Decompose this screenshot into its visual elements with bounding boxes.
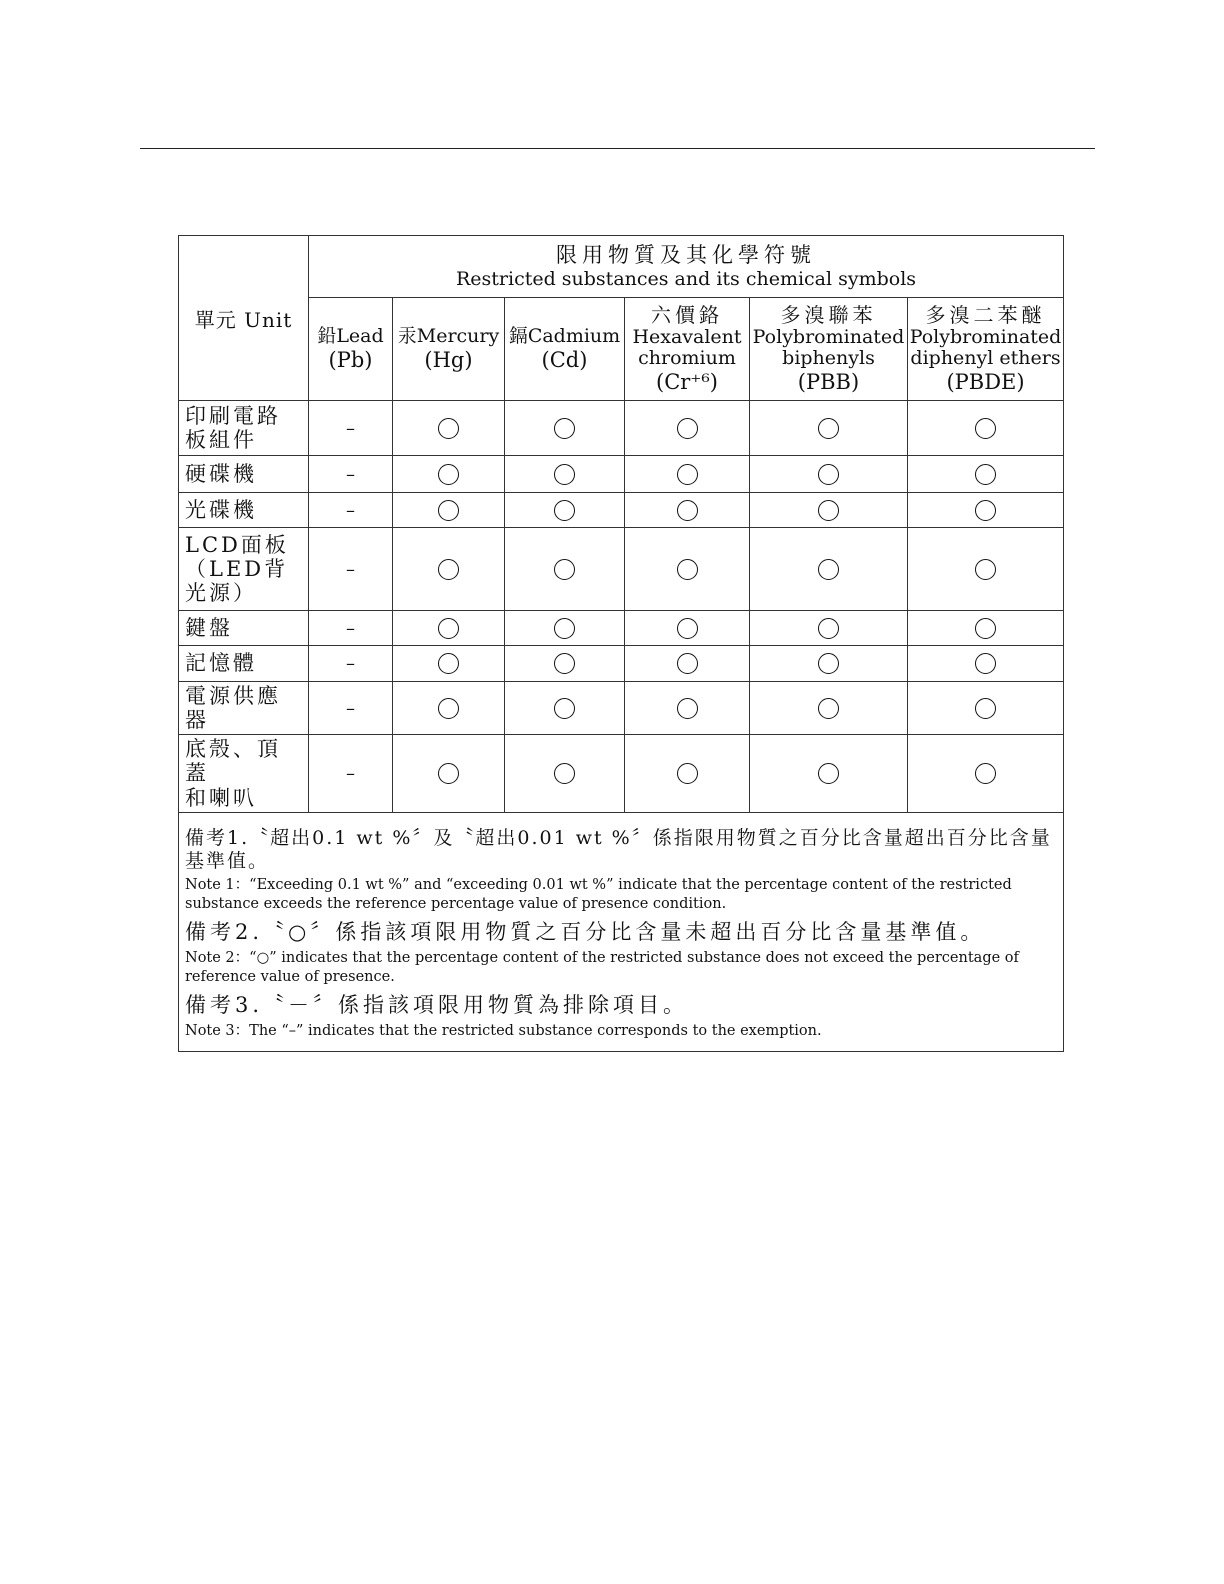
dash-mark: – — [346, 653, 355, 674]
restricted-substances-table — [178, 235, 1064, 1052]
col-cadmium: 鎘Cadmium (Cd) — [505, 298, 625, 401]
row-label: 電源供應器 — [179, 682, 309, 735]
circle-mark — [818, 559, 839, 580]
circle-mark — [554, 464, 575, 485]
group-title-zh: 限用物質及其化學符號 — [556, 242, 817, 267]
circle-mark — [677, 559, 698, 580]
circle-mark — [975, 500, 996, 521]
circle-mark — [677, 418, 698, 439]
dash-mark: – — [346, 762, 355, 784]
circle-mark — [818, 464, 839, 485]
row-label: 鍵盤 — [179, 611, 309, 646]
col-pbb: 多溴聯苯 Polybrominated biphenyls (PBB) — [750, 298, 908, 401]
circle-mark — [818, 500, 839, 521]
circle-mark — [677, 653, 698, 674]
circle-mark — [554, 618, 575, 639]
row-label: 記憶體 — [179, 646, 309, 682]
circle-mark — [818, 418, 839, 439]
note-2-zh: 備考2.〝○〞係指該項限用物質之百分比含量未超出百分比含量基準值。 — [185, 919, 986, 944]
circle-mark — [554, 653, 575, 674]
substances-group-header — [309, 236, 1064, 298]
table-row — [179, 682, 1064, 735]
circle-mark — [438, 698, 459, 719]
circle-mark — [438, 653, 459, 674]
col-lead: 鉛Lead (Pb) — [309, 298, 393, 401]
table-row — [179, 646, 1064, 682]
circle-mark — [554, 559, 575, 580]
row-label: 硬碟機 — [179, 456, 309, 493]
row-label: 光碟機 — [179, 493, 309, 528]
table-row — [179, 528, 1064, 611]
note-3-zh: 備考3.〝－〞係指該項限用物質為排除項目。 — [185, 992, 689, 1017]
circle-mark — [677, 763, 698, 784]
col-hexavalent-chromium: 六價鉻 Hexavalent chromium (Cr⁺⁶) — [625, 298, 750, 401]
table-row — [179, 456, 1064, 493]
row-label: 印刷電路 板組件 — [179, 401, 309, 456]
col-pbde: 多溴二苯醚 Polybrominated diphenyl ethers (PBDE) — [908, 298, 1064, 401]
circle-mark — [554, 500, 575, 521]
circle-mark — [554, 763, 575, 784]
table-row — [179, 493, 1064, 528]
circle-mark — [975, 559, 996, 580]
circle-mark — [975, 618, 996, 639]
circle-mark — [975, 464, 996, 485]
dash-mark: – — [346, 697, 355, 719]
circle-mark — [818, 763, 839, 784]
notes-section — [179, 812, 1064, 1051]
note-1-en: Note 1：“Exceeding 0.1 wt %” and “exceeding 0.01 wt %” indicate that the percentage content of the restricted substance exceeds the reference percentage value of presence condition. — [185, 877, 1012, 913]
circle-mark — [438, 763, 459, 784]
table-row — [179, 611, 1064, 646]
circle-mark — [818, 618, 839, 639]
circle-mark — [677, 618, 698, 639]
table-row — [179, 735, 1064, 812]
row-label: LCD面板 （LED背 光源） — [179, 528, 309, 611]
row-label: 底殼、頂蓋 和喇叭 — [179, 735, 309, 812]
circle-mark — [438, 559, 459, 580]
circle-mark — [554, 418, 575, 439]
dash-mark: – — [346, 558, 355, 580]
dash-mark: – — [346, 463, 355, 485]
circle-mark — [818, 698, 839, 719]
circle-mark — [438, 418, 459, 439]
dash-mark: – — [346, 417, 355, 439]
note-3-en: Note 3：The “–” indicates that the restricted substance corresponds to the exemption. — [185, 1023, 822, 1040]
unit-header: 單元 Unit — [179, 236, 309, 401]
note-2-en: Note 2：“○” indicates that the percentage content of the restricted substance does not exceed the percentage of reference value of presence. — [185, 950, 1019, 986]
note-1-zh: 備考1.〝超出0.1 wt %〞及〝超出0.01 wt %〞係指限用物質之百分比含量超出百分比含量 基準值。 — [185, 826, 1052, 872]
circle-mark — [554, 698, 575, 719]
top-rule — [140, 148, 1095, 149]
dash-mark: – — [346, 499, 355, 521]
circle-mark — [438, 464, 459, 485]
circle-mark — [975, 418, 996, 439]
circle-mark — [677, 698, 698, 719]
col-mercury: 汞Mercury (Hg) — [393, 298, 505, 401]
circle-mark — [975, 698, 996, 719]
circle-mark — [438, 618, 459, 639]
circle-mark — [677, 464, 698, 485]
circle-mark — [677, 500, 698, 521]
circle-mark — [975, 763, 996, 784]
circle-mark — [438, 500, 459, 521]
circle-mark — [975, 653, 996, 674]
circle-mark — [818, 653, 839, 674]
group-title-en: Restricted substances and its chemical symbols — [455, 267, 917, 290]
dash-mark: – — [346, 617, 355, 639]
table-row — [179, 401, 1064, 456]
